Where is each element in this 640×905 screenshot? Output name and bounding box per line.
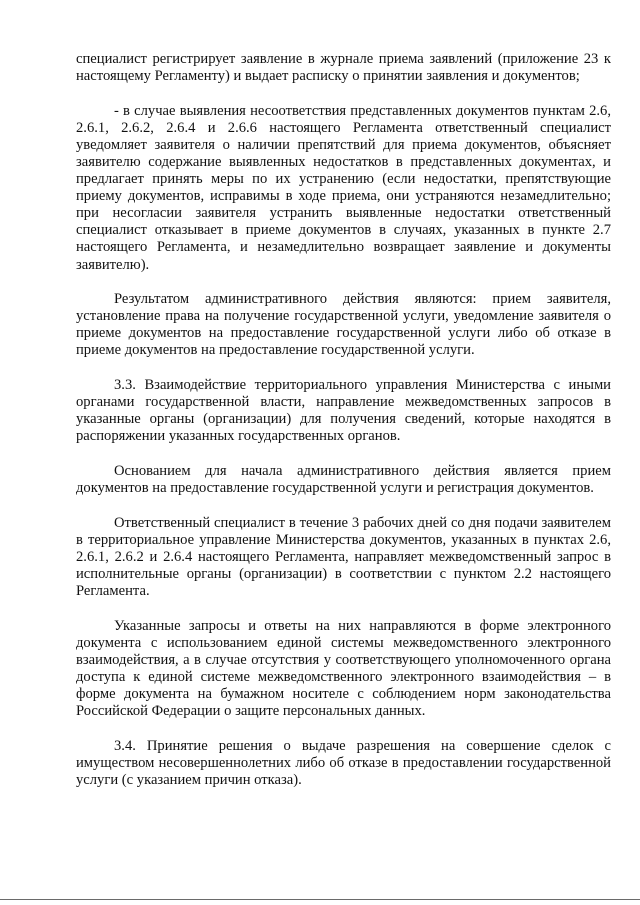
- section-3-3-heading: 3.3. Взаимодействие территориального управления Министерства с иными органами государственной власти, направление межведомственных запросов в указанные органы (организации) для получения сведений, которые находятся в распоряжении указанных государственных органов.: [76, 377, 611, 445]
- document-body: [76, 51, 611, 806]
- paragraph-interagency-request: Ответственный специалист в течение 3 рабочих дней со дня подачи заявителем в территориальное управление Министерства документов, указанных в пунктах 2.6, 2.6.1, 2.6.2 и 2.6.4 настоящего Регламента, направляет межведомственный запрос в исполнительные органы (организации) в соответствии с пунктом 2.2 настоящего Регламента.: [76, 514, 611, 599]
- paragraph-noncompliance: - в случае выявления несоответствия представленных документов пунктам 2.6, 2.6.1, 2.6.2, 2.6.4 и 2.6.6 настоящего Регламента ответственный специалист уведомляет заявителя о наличии препятствий для приема документов, объясняет заявителю содержание выявленных недостатков в представленных документах, и предлагает принять меры по их устранению (если недостатки, препятствующие приему документов, исправимы в ходе приема, они устраняются незамедлительно; при несогласии заявителя устранить выявленные недостатки ответственный специалист отказывает в приеме документов в случаях, указанных в пункте 2.7 настоящего Регламента, и незамедлительно возвращает заявление и документы заявителю).: [76, 102, 611, 273]
- section-3-4-heading: 3.4. Принятие решения о выдаче разрешения на совершение сделок с имуществом несовершеннолетних либо об отказе в предоставлении государственной услуги (с указанием причин отказа).: [76, 737, 611, 788]
- paragraph-basis: Основанием для начала административного действия является прием документов на предоставление государственной услуги и регистрация документов.: [76, 462, 611, 496]
- paragraph-electronic-form: Указанные запросы и ответы на них направляются в форме электронного документа с использованием единой системы межведомственного электронного взаимодействия, а в случае отсутствия у соответствующего уполномоченного органа доступа к единой системе межведомственного электронного взаимодействия – в форме документа на бумажном носителе с соблюдением норм законодательства Российской Федерации о защите персональных данных.: [76, 617, 611, 719]
- paragraph-result: Результатом административного действия являются: прием заявителя, установление права на получение государственной услуги, уведомление заявителя о приеме документов на предоставление государственной услуги либо об отказе в приеме документов на предоставление государственной услуги.: [76, 291, 611, 359]
- paragraph-registration: специалист регистрирует заявление в журнале приема заявлений (приложение 23 к настоящему Регламенту) и выдает расписку о принятии заявления и документов;: [76, 51, 611, 85]
- page-bottom-border: [0, 899, 640, 900]
